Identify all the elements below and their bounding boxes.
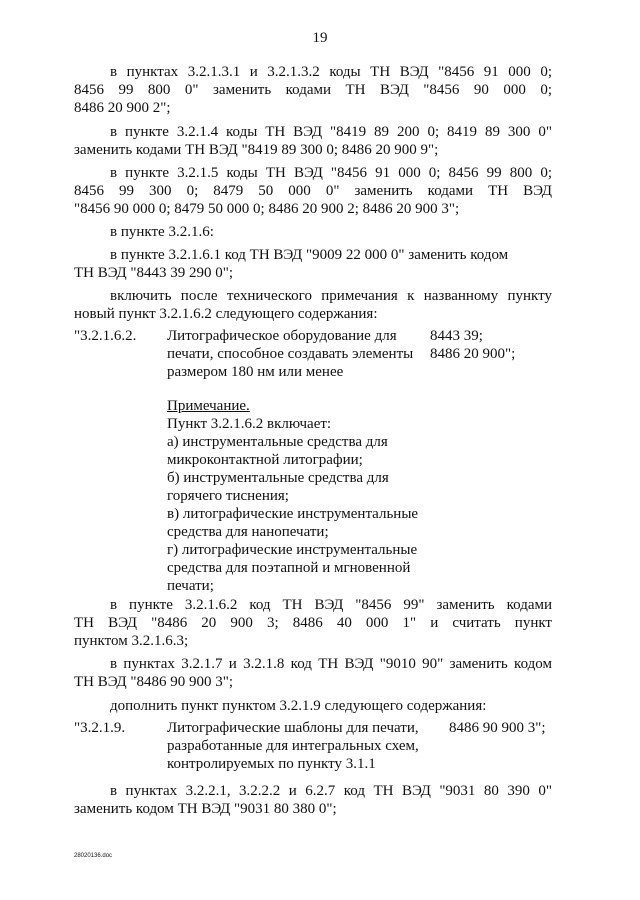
text-line: ТН ВЭД "8486 90 900 3";	[74, 674, 234, 690]
note-line: средства для поэтапной и мгновенной	[167, 560, 411, 576]
item-description: размером 180 нм или менее	[167, 364, 344, 380]
text-line: заменить кодом ТН ВЭД "9031 80 380 0";	[74, 801, 337, 817]
footer-filename: 28020136.doc	[74, 853, 113, 859]
text-line: в пункте 3.2.1.5 коды ТН ВЭД "8456 91 000 0; 8456 99 800 0;	[110, 165, 552, 181]
item-description: печати, способное создавать элементы	[167, 346, 414, 362]
note-line: микроконтактной литографии;	[167, 452, 363, 468]
note-line: в) литографические инструментальные	[167, 506, 419, 522]
note-line: Пункт 3.2.1.6.2 включает:	[167, 416, 332, 432]
page-number: 19	[312, 30, 328, 46]
item-description: разработанные для интегральных схем,	[167, 738, 419, 754]
item-description: Литографическое оборудование для	[167, 328, 397, 344]
note-line: горячего тиснения;	[167, 488, 289, 504]
note-line: г) литографические инструментальные	[167, 542, 418, 558]
note-line: средства для нанопечати;	[167, 524, 329, 540]
text-line: включить после технического примечания к названному пункту	[110, 288, 552, 304]
item-code: 8486 20 900";	[430, 346, 516, 362]
item-number: "3.2.1.9.	[74, 720, 126, 736]
text-line: пунктом 3.2.1.6.3;	[74, 633, 189, 649]
note-line: а) инструментальные средства для	[167, 434, 388, 450]
text-line: в пункте 3.2.1.6.1 код ТН ВЭД "9009 22 000 0" заменить кодом	[110, 247, 509, 263]
text-line: в пунктах 3.2.1.7 и 3.2.1.8 код ТН ВЭД "9010 90" заменить кодом	[110, 656, 552, 672]
text-line: в пунктах 3.2.2.1, 3.2.2.2 и 6.2.7 код ТН ВЭД "9031 80 390 0"	[110, 783, 552, 799]
item-description: контролируемых по пункту 3.1.1	[167, 756, 376, 772]
text-line: дополнить пункт пунктом 3.2.1.9 следующего содержания:	[110, 698, 487, 714]
text-line: 8456 99 800 0" заменить кодами ТН ВЭД "8456 90 000 0;	[74, 82, 552, 98]
note-title: Примечание.	[167, 398, 250, 414]
text-line: ТН ВЭД "8486 20 900 3; 8486 40 000 1" и считать пункт	[74, 615, 552, 631]
text-line: ТН ВЭД "8443 39 290 0";	[74, 265, 234, 281]
note-line: б) инструментальные средства для	[167, 470, 389, 486]
item-description: Литографические шаблоны для печати,	[167, 720, 419, 736]
text-line: заменить кодами ТН ВЭД "8419 89 300 0; 8486 20 900 9";	[74, 142, 439, 158]
item-code: 8443 39;	[430, 328, 483, 344]
text-line: 8456 99 300 0; 8479 50 000 0" заменить кодами ТН ВЭД	[74, 183, 552, 199]
text-line: в пункте 3.2.1.4 коды ТН ВЭД "8419 89 200 0; 8419 89 300 0"	[110, 124, 552, 140]
text-line: новый пункт 3.2.1.6.2 следующего содержания:	[74, 306, 378, 322]
note-line: печати;	[167, 578, 214, 594]
text-line: "8456 90 000 0; 8479 50 000 0; 8486 20 900 2; 8486 20 900 3";	[74, 201, 460, 217]
text-line: 8486 20 900 2";	[74, 100, 171, 116]
text-line: в пунктах 3.2.1.3.1 и 3.2.1.3.2 коды ТН ВЭД "8456 91 000 0;	[110, 64, 552, 80]
text-line: в пункте 3.2.1.6:	[110, 224, 214, 240]
item-number: "3.2.1.6.2.	[74, 328, 137, 344]
item-code: 8486 90 900 3";	[449, 720, 546, 736]
text-line: в пункте 3.2.1.6.2 код ТН ВЭД "8456 99" заменить кодами	[110, 597, 552, 613]
